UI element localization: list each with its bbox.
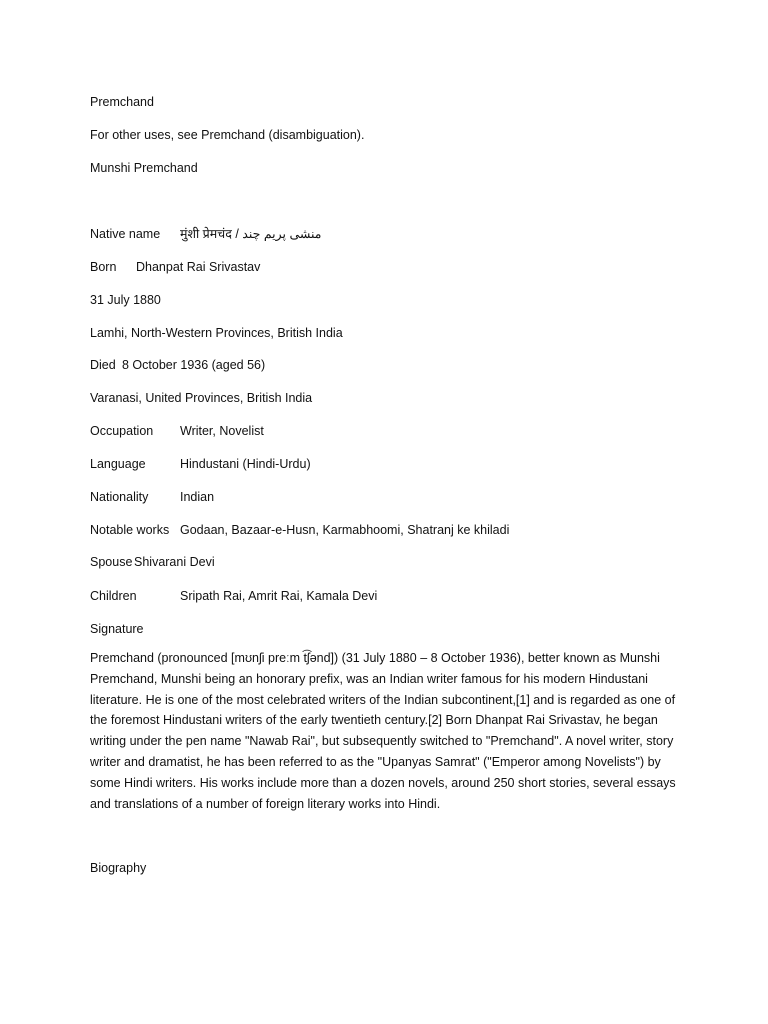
nationality-row (90, 489, 214, 505)
born-label: Born (90, 260, 117, 274)
native-name-row (90, 226, 322, 242)
children-value: Sripath Rai, Amrit Rai, Kamala Devi (180, 589, 378, 603)
died-row (90, 357, 265, 373)
hatnote: For other uses, see Premchand (disambiguation). (90, 128, 365, 142)
language-label: Language (90, 457, 146, 471)
birth-place: Lamhi, North-Western Provinces, British India (90, 326, 343, 340)
signature-label: Signature (90, 622, 144, 636)
occupation-label: Occupation (90, 424, 154, 438)
children-label: Children (90, 589, 137, 603)
notable-works-label: Notable works (90, 523, 170, 537)
page-title: Premchand (90, 95, 154, 109)
language-value: Hindustani (Hindi-Urdu) (180, 457, 311, 471)
born-row (90, 259, 260, 275)
nationality-label: Nationality (90, 490, 149, 504)
occupation-value: Writer, Novelist (180, 424, 264, 438)
died-label: Died (90, 358, 116, 372)
died-value: 8 October 1936 (aged 56) (122, 358, 266, 372)
intro-paragraph: Premchand (pronounced [mʊnʃi preːm t͡ʃənd]) (31 July 1880 – 8 October 1936), better known as Munshi Premchand, Munshi being an honorary prefix, was an Indian writer famous for his modern Hindustani literature. He is one of the most celebrated writers of the Indian subcontinent,[1] and is regarded as one of the foremost Hindustani writers of the early twentieth century.[2] Born Dhanpat Rai Srivastav, he began writing under the pen name "Nawab Rai", but subsequently switched to "Premchand". A novel writer, story writer and dramatist, he has been referred to as the "Upanyas Samrat" ("Emperor among Novelists") by some Hindi writers. His works include more than a dozen novels, around 250 short stories, several essays and translations of a number of foreign literary works into Hindi. (90, 651, 676, 811)
native-name-label: Native name (90, 227, 161, 241)
notable-works-row (90, 522, 509, 538)
born-value: Dhanpat Rai Srivastav (136, 260, 261, 274)
spouse-row (90, 554, 215, 570)
notable-works-value: Godaan, Bazaar-e-Husn, Karmabhoomi, Shatranj ke khiladi (180, 523, 510, 537)
birth-date: 31 July 1880 (90, 293, 161, 307)
occupation-row (90, 423, 264, 439)
infobox-heading: Munshi Premchand (90, 161, 198, 175)
section-heading-biography: Biography (90, 861, 147, 875)
spouse-value: Shivarani Devi (134, 555, 215, 569)
native-name-value: मुंशी प्रेमचंद / منشی پریم چند (180, 227, 322, 241)
language-row (90, 456, 311, 472)
children-row (90, 588, 377, 604)
spouse-label: Spouse (90, 555, 133, 569)
nationality-value: Indian (180, 490, 215, 504)
death-place: Varanasi, United Provinces, British India (90, 391, 313, 405)
